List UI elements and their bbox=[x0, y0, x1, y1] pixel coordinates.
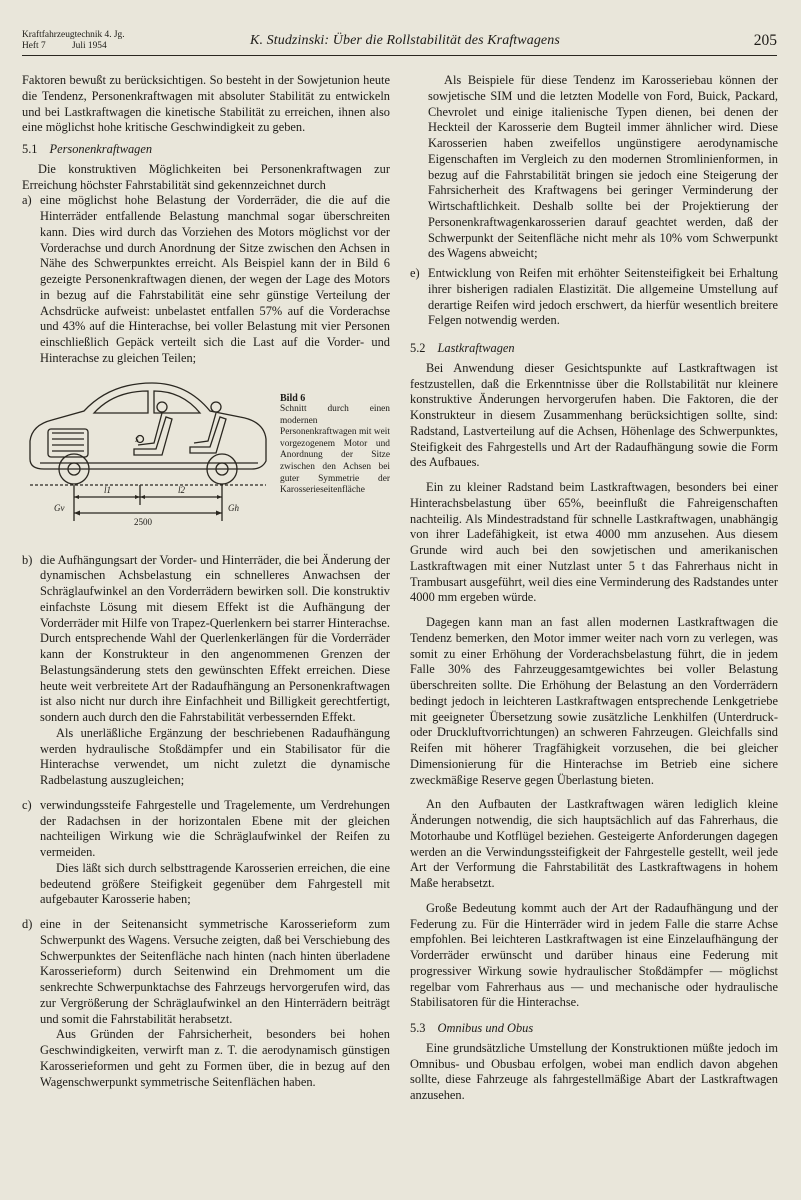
car-section-drawing bbox=[22, 373, 274, 545]
section-lead-paragraph: Die konstruktiven Möglichkeiten bei Personenkraftwagen zur Erreichung höchster Fahrstabilität sind gekennzeichnet durch bbox=[22, 161, 390, 192]
lkw-paragraph-5: Große Bedeutung kommt auch der Art der Radaufhängung und der Federung zu. Für die Hinterräder wird in jedem Falle die starre Achse empfohlen. Bei leichteren Lastkraftwagen ist eine Einzelaufhängung der Vorderräder erwünscht und darüber hinaus eine Federung mit progressiver Wirkung sowie hydraulischer Stoßdämpfer — möglichst regelbar vom Fahrerhaus aus — und mechanische oder hydraulische Stabilisatoren für die Hinterachse. bbox=[410, 900, 778, 1010]
page-number: 205 bbox=[753, 32, 777, 49]
figure-caption bbox=[280, 393, 390, 497]
running-title: K. Studzinski: Über die Rollstabilität des Kraftwagens bbox=[250, 33, 560, 48]
header-divider bbox=[22, 55, 777, 56]
item-label: d) bbox=[22, 917, 33, 931]
section-heading-5-1 bbox=[22, 142, 390, 158]
section-heading-5-3 bbox=[410, 1021, 778, 1037]
caption-text: Schnitt durch einen modernen Personenkraftwagen mit weit vorgezogenem Motor und Anordnung der Sitze zwischen den Achsen bei guter Symmetrie der Karosserieseitenfläche bbox=[280, 404, 390, 496]
right-column bbox=[410, 73, 778, 1104]
journal-name: Kraftfahrzeugtechnik 4. Jg. bbox=[22, 30, 125, 40]
item-text: eine in der Seitenansicht symmetrische Karosserieform zum Schwerpunkt des Wagens. Versuche zeigten, daß bei Verschiebung des Schwerpunktes der Seitenfläche nach hinten (nach hinten überladene Karosserieform) durch Seitenwind ein Drehmoment um die senkrechte Schwerpunktachse des Fahrzeugs hervorgerufen wird, das zur Vergrößerung der Schräglaufwinkel an den Hinterrädern beiträgt und somit die Fahrstabilität herabsetzt. bbox=[40, 917, 390, 1026]
item-d-continuation-2: Als Beispiele für diese Tendenz im Karosseriebau können der sowjetische SIM und die letzten Modelle von Ford, Buick, Packard, Chevrolet und einige italienische Typen dienen, bei denen der Heckteil der Karosserie dem Bugteil immer ähnlicher wird. Diese Karosserien haben zweifellos ungünstigere aerodynamische Eigenschaften im Vergleich zu den modernen Stromlinienformen, in bezug auf die Fahrstabilität bringen sie jedoch eine Steigerung der Fahrsicherheit des Kraftwagens bei geringer Verminderung der Wirtschaftlichkeit. Deshalb sollte bei der Projektierung der Personenkraftwagenkarosserien darauf geachtet werden, daß der Schwerpunkt der Seitenfläche nicht mehr als 10% vom Schwerpunkt des Wagens abweicht; bbox=[428, 73, 778, 261]
section-number: 5.2 bbox=[410, 341, 426, 355]
label-front-axle-load: Gv bbox=[54, 502, 65, 513]
section-number: 5.1 bbox=[22, 142, 38, 156]
list-item-a bbox=[22, 193, 390, 366]
section-title: Personenkraftwagen bbox=[49, 142, 153, 156]
label-l1: l1 bbox=[104, 484, 112, 495]
section-title: Lastkraftwagen bbox=[437, 341, 515, 355]
lkw-paragraph-2: Ein zu kleiner Radstand beim Lastkraftwagen, besonders bei einer Hinterachsbelastung über 65%, beeinflußt die Fahreigenschaften nachteilig. Als Mindestradstand für schnelle Lastkraftwagen, unabhängig von ihrer Ladefähigkeit, ist etwa 4000 mm anzusehen. Aus diesem Grunde wird auch bei den sowjetischen und amerikanischen Lastkraftwagen mit einer Nutzlast unter 5 t das Fahrerhaus nicht in Trambusart ausgeführt, weil dies eine Verminderung des Radstandes unter 4000 mm ergeben würde. bbox=[410, 480, 778, 605]
item-c-continuation: Dies läßt sich durch selbsttragende Karosserien erreichen, die eine bedeutend größere Steifigkeit gegenüber dem Fahrgestell mit aufgebauter Karosserie haben; bbox=[40, 860, 390, 907]
section-number: 5.3 bbox=[410, 1021, 426, 1035]
item-text: Entwicklung von Reifen mit erhöhter Seitensteifigkeit bei Erhaltung ihrer bisherigen radialen Elastizität. Die allgemeine Umstellung auf derartige Reifen wird jedoch erschwert, da hierfür wesentlich breitere Felgen notwendig werden. bbox=[428, 266, 778, 328]
issue-date: Juli 1954 bbox=[72, 40, 107, 51]
item-label: b) bbox=[22, 552, 33, 567]
section-heading-5-2 bbox=[410, 341, 778, 357]
issue-number: Heft 7 bbox=[22, 40, 46, 51]
section-title: Omnibus und Obus bbox=[437, 1021, 534, 1035]
label-l2: l2 bbox=[178, 484, 186, 495]
bus-paragraph: Eine grundsätzliche Umstellung der Konstruktionen müßte jedoch im Omnibus- und Obusbau erfolgen, wobei man endlich davon abgehen sollte, diese Fahrzeuge als fahrgestellmäßige Abart der Lastkraftwagen anzusehen. bbox=[410, 1040, 778, 1102]
list-item-c bbox=[22, 798, 390, 861]
lkw-paragraph-1: Bei Anwendung dieser Gesichtspunkte auf Lastkraftwagen ist festzustellen, daß die Erkenntnisse über die Rollstabilität nur kleinere konstruktive Änderungen hervorgerufen haben. Die Faktoren, die der Konstrukteur in diesem Zusammenhang berücksichtigen sollte, sind: Radstand, Lastverteilung auf die Achsen, Höhenlage des Schwerpunktes, Steifigkeit des Fahrgestells und Art der Radaufhängung sowie die Form des Aufbaues. bbox=[410, 360, 778, 470]
item-label: e) bbox=[410, 266, 420, 280]
list-item-e bbox=[410, 266, 778, 329]
item-text: eine möglichst hohe Belastung der Vorderräder, die die auf die Hinterräder entfallende Belastung manchmal sogar überschreiten kann. Dies wird durch das Vorziehen des Motors möglichst vor der Vorderachse und durch Anordnung der Sitze zwischen den Achsen in Nähe des Schwerpunktes erreicht. Als Beispiel kann der in Bild 6 gezeigte Personenkraftwagen dienen, der wegen der Lage des Motors in bezug auf die Fahrstabilität eine sehr günstige Verteilung der Achsdrücke aufweist: unbelastet entfallen 57% auf die Vorderachse und 43% auf die Hinterachse, bei voller Belastung mit vier Personen einschließlich Gepäck verteilt sich die Last auf die Vorder- und Hinterachse zu gleichen Teilen; bbox=[40, 193, 390, 365]
item-text: die Aufhängungsart der Vorder- und Hinterräder, die bei Änderung der dynamischen Achsbelastung ein schnelleres Anwachsen der Schräglaufwinkel an den Vorderrädern bewirken soll. Die konstruktiv einfachste Lösung mit diesem Effekt ist die Aufhängung der Vorderräder mit Hilfe von Trapez-Querlenkern bei starrer Hinterachse. Durch entsprechende Wahl der Querlenkerlängen für die Vorderräder kann der Konstrukteur in den angenommenen Grenzen der Belastungsänderung stets den gewünschten Effekt erreichen. Diese heute weit verbreitete Art der Radaufhängung an Personenkraftwagen ist also nicht nur durch ihre Einfachheit und Billigkeit gerechtfertigt, sondern auch durch den die Fahrstabilität verbessernden Effekt. bbox=[40, 552, 391, 724]
journal-info bbox=[22, 30, 125, 51]
item-label: a) bbox=[22, 193, 32, 208]
figure-bild-6 bbox=[22, 373, 390, 545]
label-wheelbase: 2500 bbox=[134, 516, 152, 527]
page-header bbox=[22, 30, 777, 54]
list-item-b bbox=[22, 553, 390, 726]
item-text: verwindungssteife Fahrgestelle und Tragelemente, um Verdrehungen der Radachsen in der horizontalen Ebene mit der gleichen nachteiligen Wirkung wie die Schräglaufwinkel der Reifen zu vermeiden. bbox=[40, 797, 390, 859]
label-centre-of-gravity: S bbox=[135, 435, 139, 444]
lkw-paragraph-3: Dagegen kann man an fast allen modernen Lastkraftwagen die Tendenz bemerken, den Motor immer weiter nach vorn zu verlegen, was somit zu einer Erhöhung der Vorderachsbelastung führt, die in jedem Falle 30% des Fahrzeuggesamtgewichtes bei voller Belastung überschreiten sollte. Die Erhöhung der Belastung an den Vorderrädern bedingt jedoch in leichteren Lastkraftwagen entsprechende Lenkgetriebe mit geeigneter Übersetzung sowie zusätzliche Lenkhilfen (Unterdruck- oder Druckluftvorrichtungen) an schweren Fahrzeugen. Gleichfalls sind Reifen mit höherer Tragfähigkeit vorzusehen, die bei gleicher Dimensionierung für die Hinterachse im Betrieb eine sichere zweckmäßige Reserve gegen Überlastung bieten. bbox=[410, 615, 778, 787]
caption-title: Bild 6 bbox=[280, 392, 306, 404]
list-item-d bbox=[22, 917, 390, 1027]
intro-paragraph: Faktoren bewußt zu berücksichtigen. So besteht in der Sowjetunion heute die Tendenz, Personenkraftwagen mit absoluter Stabilität zu entwickeln und bei Lastkraftwagen die kinetische Stabilität zu erreichen, ihnen also eine möglichst hohe kritische Geschwindigkeit zu geben. bbox=[22, 73, 390, 135]
left-column bbox=[22, 73, 390, 1090]
label-rear-axle-load: Gh bbox=[228, 502, 239, 513]
lkw-paragraph-4: An den Aufbauten der Lastkraftwagen wären lediglich kleine Änderungen notwendig, die sich hauptsächlich auf das Fahrerhaus, die Motorhaube und Kotflügel beziehen. Gesteigerte Anforderungen dagegen werden an die Verwindungssteifigkeit der Fahrgestelle gestellt, weil jede Art der Verformung die Fahrstabilität des Lastkraftwagens in hohem Maße herabsetzt. bbox=[410, 797, 778, 890]
item-d-continuation: Aus Gründen der Fahrsicherheit, besonders bei hohen Geschwindigkeiten, verwirft man z. T. die aerodynamisch günstigen Karosserieformen und geht zu Formen über, die in bezug auf den Wagenschwerpunkt symmetrische Seitenflächen haben. bbox=[40, 1027, 390, 1089]
item-b-continuation: Als unerläßliche Ergänzung der beschriebenen Radaufhängung werden hydraulische Stoßdämpfer und ein Stabilisator für die Hinterachse verwendet, um nicht zuletzt die dynamische Radbelastung auszugleichen; bbox=[40, 725, 390, 787]
item-label: c) bbox=[22, 797, 32, 812]
